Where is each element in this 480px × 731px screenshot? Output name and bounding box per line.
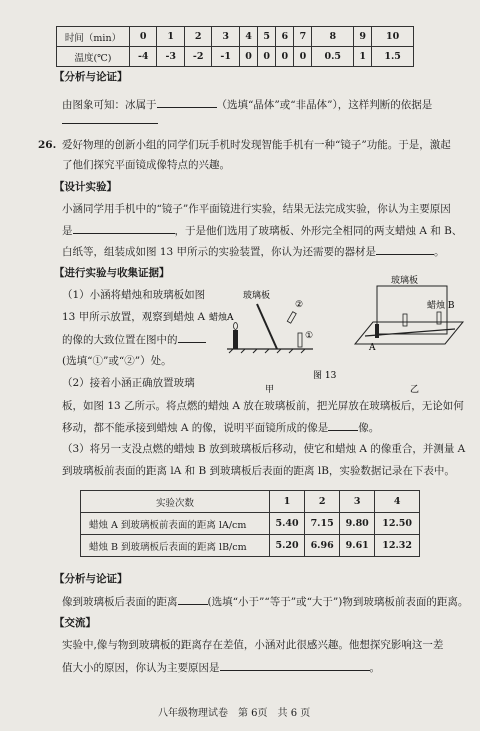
step2-line-3 [62, 420, 379, 435]
step1-line-1: （1）小涵将蜡烛和玻璃板如图 [62, 289, 206, 301]
time-cell: 3 [212, 27, 239, 47]
data-cell: 12.32 [375, 535, 420, 557]
time-cell: 8 [312, 27, 354, 47]
answer-blank[interactable] [328, 420, 358, 431]
distance-table [80, 490, 420, 557]
intro-line-1: 爱好物理的创新小组的同学们玩手机时发现智能手机有一种“镜子”功能。于是，激起 [62, 139, 451, 151]
analysis2-heading: 【分析与论证】 [54, 573, 128, 585]
table-hatch-jia [253, 349, 257, 353]
table-hatch-jia [241, 349, 245, 353]
label-candle-b: 蜡烛 B [427, 301, 455, 311]
exchange-heading: 【交流】 [54, 617, 96, 629]
time-cell: 9 [354, 27, 372, 47]
temp-cell: -2 [184, 47, 211, 67]
image-position-1 [298, 333, 302, 347]
exchange-line-2 [62, 660, 380, 675]
question-number: 26. [38, 139, 57, 151]
table-hatch-jia [229, 349, 233, 353]
temp-cell: -3 [157, 47, 184, 67]
time-cell: 0 [130, 27, 157, 47]
exchange-text-a: 值大小的原因，你认为主要原因是 [62, 662, 220, 674]
data-cell: 12.50 [375, 513, 420, 535]
label-a-right: A [369, 343, 376, 353]
row-label: 蜡烛 B 到玻璃板后表面的距离 lB/cm [81, 535, 270, 557]
data-cell: 7.15 [305, 513, 340, 535]
table-hatch-jia [289, 349, 293, 353]
answer-blank[interactable] [220, 660, 370, 671]
analysis-heading: 【分析与论证】 [54, 71, 128, 83]
answer-blank[interactable] [376, 244, 434, 255]
table-hatch-jia [301, 349, 305, 353]
temp-cell: 0 [294, 47, 312, 67]
header-cell: 3 [340, 491, 375, 513]
temp-cell: 0 [258, 47, 276, 67]
analysis-text-a: 由图象可知：冰属于 [62, 99, 157, 111]
design-heading: 【设计实验】 [54, 181, 117, 193]
candle-image-yi [403, 314, 407, 326]
temp-cell: 0 [239, 47, 257, 67]
design-text-d: 。 [434, 246, 445, 258]
step1-line-3 [62, 332, 206, 347]
step2-text-a: 移动，都不能承接到蜡烛 A 的像，说明平面镜所成的像是 [62, 422, 329, 434]
answer-blank[interactable] [73, 223, 175, 234]
data-cell: 9.80 [340, 513, 375, 535]
time-cell: 2 [184, 27, 211, 47]
step3-line-2: 到玻璃板前表面的距离 lA 和 B 到玻璃板后表面的距离 lB，实验数据记录在下表中。 [62, 465, 455, 477]
design-text-c: 白纸等，组装成如图 13 甲所示的实验装置，你认为还需要的器材是 [62, 246, 377, 258]
image-position-2 [287, 312, 296, 324]
time-cell: 10 [372, 27, 414, 47]
figure-13 [205, 274, 475, 404]
exchange-line-1: 实验中,像与物到玻璃板的距离存在差值，小涵对此很感兴趣。他想探究影响这一差 [62, 639, 444, 651]
data-cell: 9.61 [340, 535, 375, 557]
label-glass-right: 玻璃板 [391, 276, 419, 286]
label-position-2: ② [295, 300, 304, 310]
answer-blank[interactable] [157, 97, 217, 108]
temp-cell: 0 [276, 47, 294, 67]
collect-heading: 【进行实验与收集证据】 [54, 267, 170, 279]
step2-line-2: 板，如图 13 乙所示。将点燃的蜡烛 A 放在玻璃板前，把光屏放在玻璃板后，无论如何 [62, 400, 464, 412]
time-row-label: 时间（min） [57, 27, 130, 47]
row-label: 蜡烛 A 到玻璃板前表面的距离 lA/cm [81, 513, 270, 535]
label-glass-left: 玻璃板 [243, 291, 271, 301]
design-line-3 [62, 244, 445, 259]
analysis2-text-a: 像到玻璃板后表面的距离 [62, 596, 178, 608]
label-yi: 乙 [410, 385, 420, 395]
table-hatch-jia [265, 349, 269, 353]
label-position-1: ① [305, 331, 314, 341]
step1-line-4: (选填“①”或“②”）处。 [62, 355, 172, 367]
temperature-time-table [56, 26, 414, 67]
answer-blank[interactable] [62, 123, 158, 124]
candle-a-jia [233, 330, 238, 349]
design-line-2 [62, 223, 462, 238]
analysis2-line [62, 594, 468, 609]
step2-line-1: （2）接着小涵正确放置玻璃 [62, 377, 195, 389]
temp-cell: 1 [354, 47, 372, 67]
step1-line-2: 13 甲所示放置，观察到蜡烛 A [62, 311, 206, 323]
label-figure-13: 图 13 [313, 371, 337, 381]
temp-cell: -1 [212, 47, 239, 67]
header-cell: 实验次数 [81, 491, 270, 513]
header-cell: 2 [305, 491, 340, 513]
table-hatch-jia [277, 349, 281, 353]
design-text-b: ，于是他们选用了玻璃板、外形完全相同的两支蜡烛 A 和 B、 [174, 225, 463, 237]
exchange-text-b: 。 [369, 662, 380, 674]
tilted-glass-plate [257, 304, 277, 349]
data-cell: 5.20 [270, 535, 305, 557]
step2-text-b: 像。 [358, 422, 380, 434]
header-cell: 4 [375, 491, 420, 513]
step1-text: 的像的大致位置在图中的 [62, 334, 178, 346]
page-footer: 八年级物理试卷 第 6页 共 6 页 [158, 708, 311, 719]
time-cell: 1 [157, 27, 184, 47]
candle-a-flame [234, 323, 238, 330]
analysis-line [62, 97, 432, 112]
header-cell: 1 [270, 491, 305, 513]
analysis2-text-b: (选填“小于”“等于”或“大于”)物到玻璃板前表面的距离。 [207, 596, 469, 608]
analysis-text-b: （选填“晶体”或“非晶体”），这样判断的依据是 [216, 99, 433, 111]
time-cell: 6 [276, 27, 294, 47]
design-line-1: 小涵同学用手机中的“镜子”作平面镜进行实验，结果无法完成实验，你认为主要原因 [62, 203, 451, 215]
answer-blank[interactable] [178, 332, 206, 343]
label-jia: 甲 [265, 385, 275, 395]
data-cell: 6.96 [305, 535, 340, 557]
temp-cell: 1.5 [372, 47, 414, 67]
answer-blank[interactable] [178, 594, 208, 605]
time-cell: 5 [258, 27, 276, 47]
candle-a-yi [375, 324, 379, 338]
data-cell: 5.40 [270, 513, 305, 535]
design-text-a: 是 [62, 225, 73, 237]
step3-line-1: （3）将另一支没点燃的蜡烛 B 放到玻璃板后移动，使它和蜡烛 A 的像重合，并测量 A [62, 443, 466, 455]
time-cell: 7 [294, 27, 312, 47]
intro-line-2: 了他们探究平面镜成像特点的兴趣。 [62, 159, 230, 171]
time-cell: 4 [239, 27, 257, 47]
temp-cell: -4 [130, 47, 157, 67]
label-candle-a: 蜡烛A [209, 313, 234, 323]
temp-row-label: 温度(℃) [57, 47, 130, 67]
temp-cell: 0.5 [312, 47, 354, 67]
